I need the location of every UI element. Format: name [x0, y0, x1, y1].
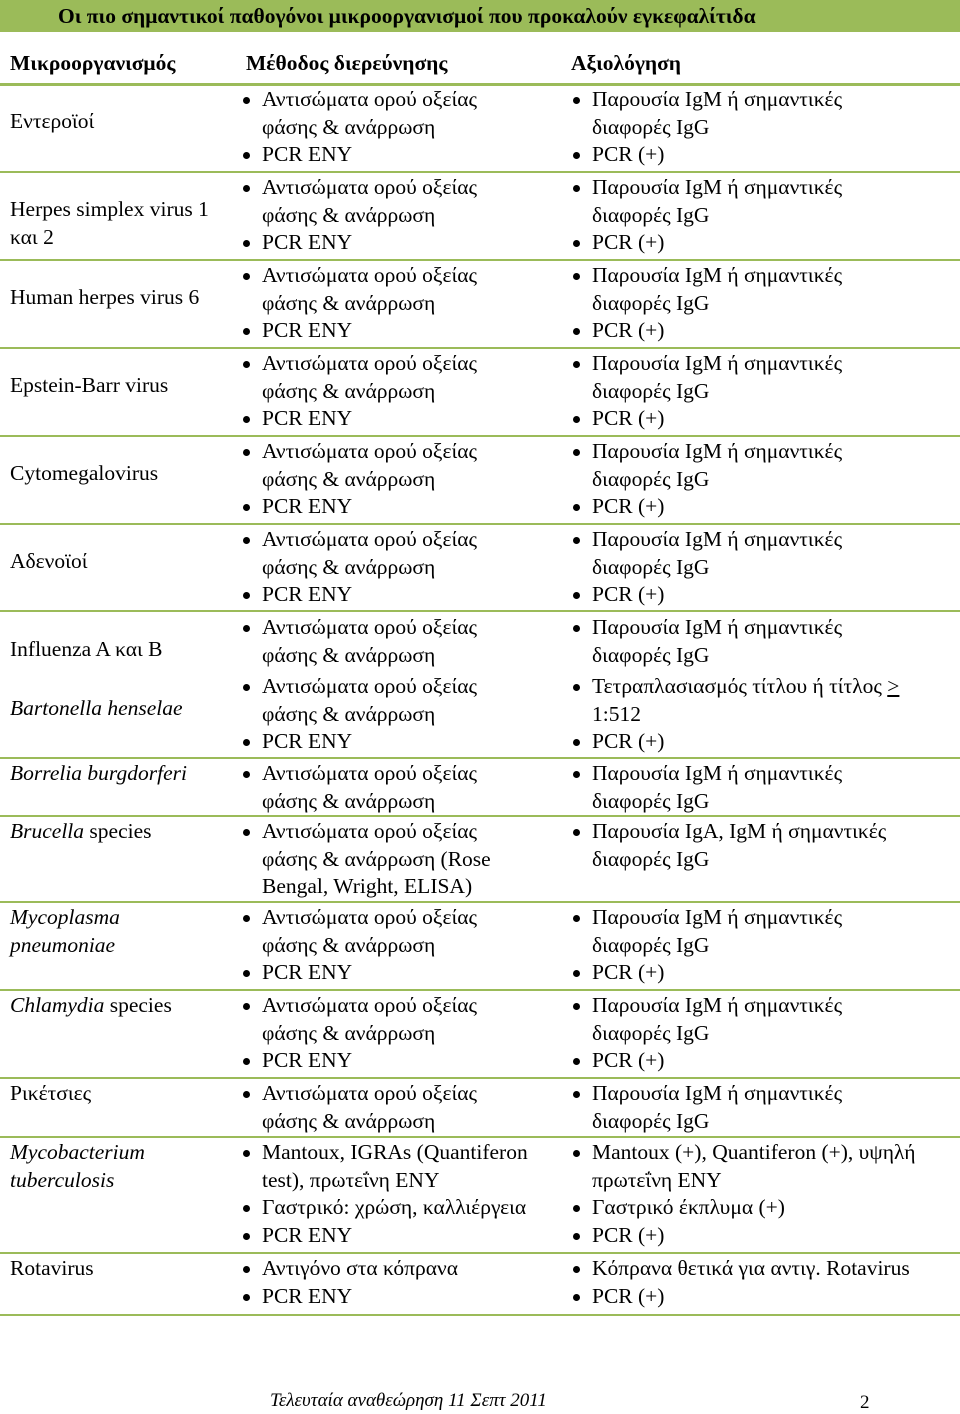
row-divider: [0, 1314, 960, 1316]
method-cell: [240, 438, 565, 521]
row-divider: [0, 347, 960, 349]
evaluation-bullet: Παρουσία IgM ή σημαντικές διαφορές IgG: [570, 904, 958, 959]
organism-cell: [10, 548, 234, 576]
organism-name: Ρικέτσιες: [10, 1081, 92, 1105]
evaluation-bullet: PCR (+): [570, 1222, 958, 1250]
evaluation-cell: [570, 760, 958, 815]
method-bullet: Αντισώματα ορού οξείας φάσης & ανάρρωση: [240, 904, 565, 959]
row-divider: [0, 989, 960, 991]
method-bullet: Γαστρικό: χρώση, καλλιέργεια: [240, 1194, 565, 1222]
method-cell: [240, 350, 565, 433]
method-bullet: Αντισώματα ορού οξείας φάσης & ανάρρωση: [240, 760, 565, 815]
organism-name: Brucella: [10, 819, 85, 843]
evaluation-cell: [570, 526, 958, 609]
method-cell: [240, 673, 565, 756]
method-cell: [240, 992, 565, 1075]
evaluation-bullet: Παρουσία IgM ή σημαντικές διαφορές IgG: [570, 760, 958, 815]
evaluation-cell: [570, 904, 958, 987]
evaluation-cell: [570, 174, 958, 257]
evaluation-cell: [570, 86, 958, 169]
evaluation-bullet: Παρουσία IgM ή σημαντικές διαφορές IgG: [570, 86, 958, 141]
evaluation-bullet: PCR (+): [570, 493, 958, 521]
method-bullet: PCR ΕΝΥ: [240, 229, 565, 257]
row-divider: [0, 901, 960, 903]
evaluation-bullet: PCR (+): [570, 141, 958, 169]
method-bullet: PCR ΕΝΥ: [240, 1283, 565, 1311]
row-divider: [0, 757, 960, 759]
evaluation-bullet: Mantoux (+), Quantiferon (+), υψηλή πρωτεΐνη ΕΝΥ: [570, 1139, 958, 1194]
evaluation-bullet: Παρουσία IgM ή σημαντικές διαφορές IgG: [570, 350, 958, 405]
row-divider: [0, 435, 960, 437]
evaluation-cell: [570, 992, 958, 1075]
evaluation-bullet: PCR (+): [570, 229, 958, 257]
method-bullet: Αντισώματα ορού οξείας φάσης & ανάρρωση: [240, 86, 565, 141]
evaluation-cell: [570, 1139, 958, 1249]
footer-revision: Τελευταία αναθεώρηση 11 Σεπτ 2011: [270, 1390, 547, 1411]
row-divider: [0, 523, 960, 525]
evaluation-bullet: Παρουσία IgM ή σημαντικές διαφορές IgG: [570, 614, 958, 669]
evaluation-cell: [570, 438, 958, 521]
organism-cell: [10, 636, 234, 664]
method-bullet: PCR ΕΝΥ: [240, 493, 565, 521]
organism-name: Αδενοϊοί: [10, 549, 88, 573]
organism-cell: [10, 1080, 234, 1108]
method-cell: [240, 760, 565, 815]
method-cell: [240, 614, 565, 669]
evaluation-bullet: Παρουσία IgM ή σημαντικές διαφορές IgG: [570, 526, 958, 581]
evaluation-cell: [570, 262, 958, 345]
evaluation-bullet: Παρουσία IgM ή σημαντικές διαφορές IgG: [570, 438, 958, 493]
method-bullet: Αντισώματα ορού οξείας φάσης & ανάρρωση: [240, 174, 565, 229]
organism-cell: [10, 904, 234, 959]
method-cell: [240, 86, 565, 169]
method-bullet: Αντισώματα ορού οξείας φάσης & ανάρρωση (Rose Bengal, Wright, ELISA): [240, 818, 565, 901]
method-bullet: PCR ΕΝΥ: [240, 1222, 565, 1250]
organism-cell: [10, 1139, 234, 1194]
evaluation-bullet: PCR (+): [570, 405, 958, 433]
evaluation-bullet: PCR (+): [570, 959, 958, 987]
method-bullet: PCR ΕΝΥ: [240, 141, 565, 169]
organism-cell: [10, 196, 234, 251]
organism-cell: [10, 818, 234, 846]
method-bullet: Αντισώματα ορού οξείας φάσης & ανάρρωση: [240, 614, 565, 669]
organism-name: Borrelia burgdorferi: [10, 761, 187, 785]
organism-cell: [10, 1255, 234, 1283]
evaluation-cell: [570, 1080, 958, 1135]
evaluation-cell: [570, 818, 958, 873]
evaluation-bullet: Παρουσία IgM ή σημαντικές διαφορές IgG: [570, 262, 958, 317]
evaluation-bullet: PCR (+): [570, 728, 958, 756]
method-bullet: PCR ΕΝΥ: [240, 405, 565, 433]
row-divider: [0, 610, 960, 612]
method-bullet: PCR ΕΝΥ: [240, 581, 565, 609]
method-bullet: Αντισώματα ορού οξείας φάσης & ανάρρωση: [240, 992, 565, 1047]
method-cell: [240, 1080, 565, 1135]
evaluation-bullet: Γαστρικό έκπλυμα (+): [570, 1194, 958, 1222]
header-evaluation: Αξιολόγηση: [571, 51, 682, 75]
row-divider: [0, 259, 960, 261]
method-bullet: Αντιγόνο στα κόπρανα: [240, 1255, 565, 1283]
organism-name: Mycobacterium tuberculosis: [10, 1140, 145, 1192]
method-bullet: Αντισώματα ορού οξείας φάσης & ανάρρωση: [240, 350, 565, 405]
row-divider: [0, 171, 960, 173]
method-bullet: Αντισώματα ορού οξείας φάσης & ανάρρωση: [240, 438, 565, 493]
evaluation-bullet: PCR (+): [570, 581, 958, 609]
method-cell: [240, 1139, 565, 1249]
document-title: Οι πιο σημαντικοί παθογόνοι μικροοργανισμοί που προκαλούν εγκεφαλίτιδα: [0, 0, 960, 32]
evaluation-cell: [570, 673, 958, 756]
evaluation-bullet: PCR (+): [570, 1047, 958, 1075]
organism-name: Rotavirus: [10, 1256, 94, 1280]
method-bullet: Mantoux, IGRAs (Quantiferon test), πρωτεΐνη ΕΝΥ: [240, 1139, 565, 1194]
method-bullet: PCR ΕΝΥ: [240, 959, 565, 987]
method-cell: [240, 818, 565, 901]
evaluation-bullet: Τετραπλασιασμός τίτλου ή τίτλος > 1:512: [570, 673, 958, 728]
organism-cell: [10, 760, 234, 788]
table-header: [0, 49, 960, 81]
evaluation-cell: [570, 614, 958, 669]
method-cell: [240, 174, 565, 257]
organism-suffix: species: [104, 993, 172, 1017]
organism-cell: [10, 108, 234, 136]
organism-suffix: species: [84, 819, 152, 843]
method-cell: [240, 904, 565, 987]
method-bullet: Αντισώματα ορού οξείας φάσης & ανάρρωση: [240, 673, 565, 728]
organism-name: Cytomegalovirus: [10, 461, 159, 485]
evaluation-bullet: PCR (+): [570, 317, 958, 345]
row-divider: [0, 1252, 960, 1254]
method-bullet: Αντισώματα ορού οξείας φάσης & ανάρρωση: [240, 1080, 565, 1135]
method-cell: [240, 262, 565, 345]
evaluation-cell: [570, 1255, 958, 1310]
evaluation-cell: [570, 350, 958, 433]
evaluation-bullet: Παρουσία IgM ή σημαντικές διαφορές IgG: [570, 992, 958, 1047]
organism-name: Bartonella henselae: [10, 696, 183, 720]
organism-cell: [10, 460, 234, 488]
organism-name: Herpes simplex virus 1 και 2: [10, 197, 209, 249]
header-method: Μέθοδος διερεύνησης: [246, 51, 448, 75]
method-bullet: Αντισώματα ορού οξείας φάσης & ανάρρωση: [240, 262, 565, 317]
evaluation-bullet: Παρουσία IgM ή σημαντικές διαφορές IgG: [570, 1080, 958, 1135]
evaluation-bullet: Κόπρανα θετικά για αντιγ. Rotavirus: [570, 1255, 958, 1283]
row-divider: [0, 1077, 960, 1079]
organism-name: Εντεροϊοί: [10, 109, 95, 133]
organism-name: Chlamydia: [10, 993, 105, 1017]
method-bullet: PCR ΕΝΥ: [240, 317, 565, 345]
row-divider: [0, 815, 960, 817]
row-divider: [0, 1136, 960, 1138]
method-cell: [240, 526, 565, 609]
organism-name: Influenza A και B: [10, 637, 163, 661]
evaluation-bullet: Παρουσία IgA, IgM ή σημαντικές διαφορές IgG: [570, 818, 958, 873]
method-cell: [240, 1255, 565, 1310]
organism-cell: [10, 284, 234, 312]
method-bullet: Αντισώματα ορού οξείας φάσης & ανάρρωση: [240, 526, 565, 581]
method-bullet: PCR ΕΝΥ: [240, 1047, 565, 1075]
organism-cell: [10, 372, 234, 400]
organism-name: Human herpes virus 6: [10, 285, 200, 309]
organism-name: Epstein-Barr virus: [10, 373, 169, 397]
organism-cell: [10, 992, 234, 1020]
evaluation-bullet: PCR (+): [570, 1283, 958, 1311]
page-number: 2: [860, 1392, 870, 1413]
organism-cell: [10, 695, 234, 723]
evaluation-bullet: Παρουσία IgM ή σημαντικές διαφορές IgG: [570, 174, 958, 229]
method-bullet: PCR ΕΝΥ: [240, 728, 565, 756]
header-organism: Μικροοργανισμός: [10, 51, 176, 75]
organism-name: Mycoplasma pneumoniae: [10, 905, 120, 957]
